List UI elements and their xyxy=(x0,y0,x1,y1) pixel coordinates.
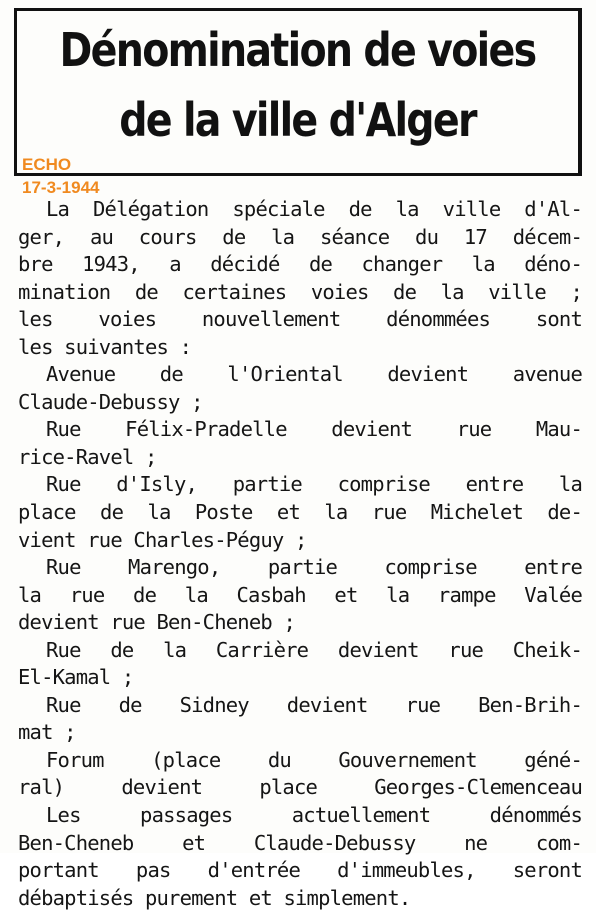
article-line: Forum (place du Gouvernement géné- xyxy=(46,747,582,772)
article-line: bre 1943, a décidé de changer la déno- xyxy=(18,252,582,277)
date-stamp: 17-3-1944 xyxy=(22,178,100,197)
article-line: portant pas d'entrée d'immeubles, seront xyxy=(18,858,582,883)
article-line: Rue Marengo, partie comprise entre xyxy=(46,555,582,580)
article-line: Rue de Sidney devient rue Ben-Brih- xyxy=(46,692,582,717)
article-line: mination de certaines voies de la ville ; xyxy=(18,279,582,304)
article-line: ger, au cours de la séance du 17 décem- xyxy=(18,224,582,249)
article-line: Rue d'Isly, partie comprise entre la xyxy=(46,472,582,497)
article-body xyxy=(18,196,582,912)
article-line: débaptisés purement et simplement. xyxy=(18,885,411,910)
article-line: vient rue Charles-Péguy ; xyxy=(18,527,307,552)
article-line: Rue de la Carrière devient rue Cheik- xyxy=(46,637,582,662)
article-line: mat ; xyxy=(18,720,76,745)
source-stamp: ECHO xyxy=(22,155,72,174)
article-line: Rue Félix-Pradelle devient rue Mau- xyxy=(46,417,582,442)
headline-line-1: Dénomination de voies xyxy=(59,23,536,77)
article-line: Avenue de l'Oriental devient avenue xyxy=(46,362,582,387)
article-line: place de la Poste et la rue Michelet de- xyxy=(18,500,582,525)
article-line: devient rue Ben-Cheneb ; xyxy=(18,610,296,635)
article-line: les suivantes : xyxy=(18,334,192,359)
article-line: Ben-Cheneb et Claude-Debussy ne com- xyxy=(18,830,582,855)
article-line: rice-Ravel ; xyxy=(18,444,157,469)
article-line: Claude-Debussy ; xyxy=(18,389,203,414)
article-line: El-Kamal ; xyxy=(18,665,134,690)
article-line: les voies nouvellement dénommées sont xyxy=(18,307,582,332)
article-line: La Délégation spéciale de la ville d'Al- xyxy=(46,197,582,221)
article-line: ral) devient place Georges-Clemenceau xyxy=(18,775,582,800)
headline-line-2: de la ville d'Alger xyxy=(119,93,476,147)
headline-frame xyxy=(14,8,582,176)
article-line: Les passages actuellement dénommés xyxy=(46,803,582,828)
article-line: la rue de la Casbah et la rampe Valée xyxy=(18,582,582,607)
